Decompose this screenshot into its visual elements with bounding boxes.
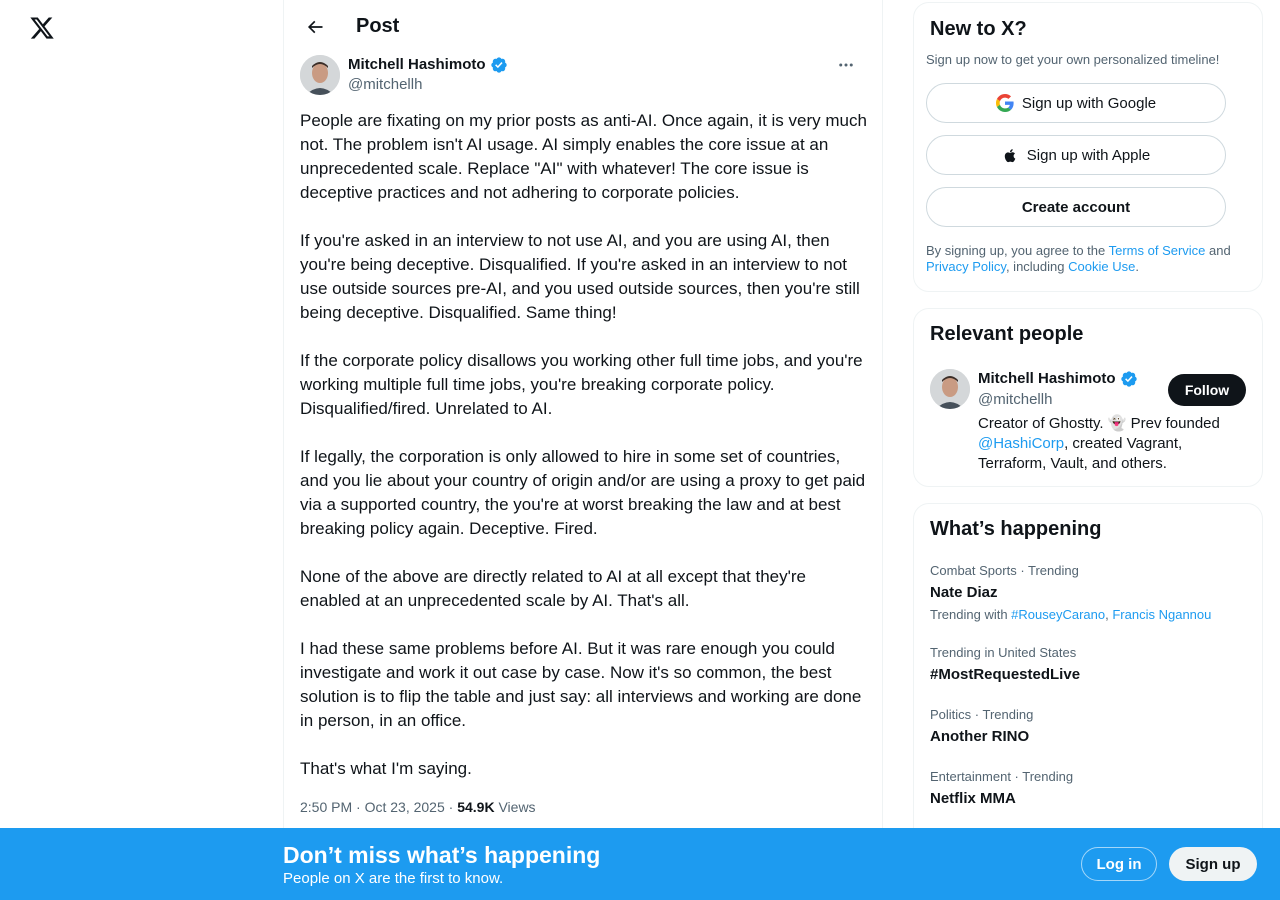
author-name[interactable]: Mitchell Hashimoto <box>348 56 508 74</box>
banner-subtitle: People on X are the first to know. <box>283 870 504 887</box>
cookie-link[interactable]: Cookie Use <box>1068 259 1136 274</box>
relevant-person-handle[interactable]: @mitchellh <box>978 391 1053 408</box>
signup-button[interactable]: Sign up <box>1169 847 1257 881</box>
post-paragraph: If legally, the corporation is only allowed to hire in some set of countries, and you lie about your country of origin and/or are using a proxy to get paid via a supported country, the you're at worst breaking the law and at best breaking policy again. Deceptive. Fired. <box>300 447 866 538</box>
left-nav <box>0 0 284 900</box>
relevant-people-card <box>913 308 1263 487</box>
trend-item[interactable] <box>930 769 1250 809</box>
relevant-person-name[interactable]: Mitchell Hashimoto <box>978 370 1138 388</box>
trend-context: Entertainment · Trending <box>930 769 1074 784</box>
signup-card-subtitle: Sign up now to get your own personalized timeline! <box>926 52 1220 67</box>
x-logo-icon[interactable] <box>26 12 58 44</box>
trend-name: Netflix MMA <box>930 790 1016 807</box>
signup-card-title: New to X? <box>930 18 1027 40</box>
trend-name: Nate Diaz <box>930 584 998 601</box>
relevant-person-bio: Creator of Ghostty. 👻 Prev founded @HashiCorp, created Vagrant, Terraform, Vault, and others. <box>978 415 1220 472</box>
trend-item[interactable] <box>930 707 1250 747</box>
signup-apple-label: Sign up with Apple <box>1026 146 1151 164</box>
signup-apple-button[interactable] <box>926 135 1226 175</box>
trend-name: Another RINO <box>930 728 1030 745</box>
legal-text: By signing up, you agree to the Terms of Service and Privacy Policy, including Cookie Use. <box>926 243 1231 274</box>
trend-context: Trending in United States <box>930 645 1077 660</box>
verified-badge-icon <box>490 56 508 74</box>
trend-context: Politics · Trending <box>930 707 1034 722</box>
main-column <box>283 0 883 900</box>
post-paragraph: People are fixating on my prior posts as anti-AI. Once again, it is very much not. The problem isn't AI usage. AI simply enables the core issue at an unprecedented scale. Replace "AI" with whatever! The core issue is deceptive practices and not adhering to corporate policies. <box>300 111 867 202</box>
avatar[interactable] <box>930 369 970 409</box>
signup-banner <box>0 828 1280 900</box>
more-options-icon[interactable] <box>834 55 858 75</box>
post-paragraph: I had these same problems before AI. But it was rare enough you could investigate and work it out case by case. Now it's so common, the best solution is to flip the table and just say: all interviews and working are done in person, in an office. <box>300 639 862 730</box>
trend-with: Trending with #RouseyCarano, Francis Ngannou <box>930 607 1212 622</box>
signup-google-label: Sign up with Google <box>1021 94 1157 112</box>
post-text <box>300 109 870 781</box>
signup-google-button[interactable] <box>926 83 1226 123</box>
post-meta <box>300 797 536 817</box>
post-header <box>284 0 884 53</box>
post-paragraph: If you're asked in an interview to not use AI, and you are using AI, then you're being deceptive. Disqualified. If you're asked in an interview to not use outside sources pre-AI, and you used outside sources, then you're still being deceptive. Disqualified. Same thing! <box>300 231 860 322</box>
post-author <box>300 55 868 97</box>
trend-item[interactable] <box>930 645 1250 685</box>
arrow-left-icon[interactable] <box>300 12 330 42</box>
author-handle[interactable]: @mitchellh <box>348 76 423 93</box>
signup-card <box>913 2 1263 292</box>
hashicorp-mention-link[interactable]: @HashiCorp <box>978 435 1065 452</box>
verified-badge-icon <box>1120 370 1138 388</box>
post-time[interactable]: 2:50 PM <box>300 799 353 815</box>
login-button[interactable]: Log in <box>1081 847 1157 881</box>
relevant-people-title: Relevant people <box>930 323 1084 345</box>
trends-title: What’s happening <box>930 518 1102 540</box>
follow-button[interactable]: Follow <box>1168 374 1246 406</box>
trend-link[interactable]: Francis Ngannou <box>1112 607 1212 622</box>
apple-icon <box>1002 146 1019 165</box>
avatar[interactable] <box>300 55 340 95</box>
banner-title: Don’t miss what’s happening <box>283 842 601 868</box>
post-paragraph: None of the above are directly related to AI at all except that they're enabled at an unprecedented scale by AI. That's all. <box>300 567 806 610</box>
trend-item[interactable] <box>930 563 1250 623</box>
meta-separator: · <box>356 799 361 815</box>
trend-link[interactable]: #RouseyCarano <box>1011 607 1106 622</box>
create-account-button[interactable]: Create account <box>926 187 1226 227</box>
terms-link[interactable]: Terms of Service <box>1108 243 1206 258</box>
meta-separator: · <box>448 799 454 815</box>
trend-context: Combat Sports · Trending <box>930 563 1079 578</box>
views-count: 54.9K <box>457 799 495 815</box>
post-paragraph: If the corporate policy disallows you working other full time jobs, and you're working multiple full time jobs, you're breaking corporate policy. Disqualified/fired. Unrelated to AI. <box>300 351 863 418</box>
trend-name: #MostRequestedLive <box>930 666 1081 683</box>
google-icon <box>996 94 1014 112</box>
post-date[interactable]: Oct 23, 2025 <box>364 799 445 815</box>
privacy-link[interactable]: Privacy Policy <box>926 259 1006 274</box>
views-label: Views <box>498 799 536 815</box>
page-title: Post <box>356 15 400 37</box>
post-paragraph: That's what I'm saying. <box>300 759 472 778</box>
